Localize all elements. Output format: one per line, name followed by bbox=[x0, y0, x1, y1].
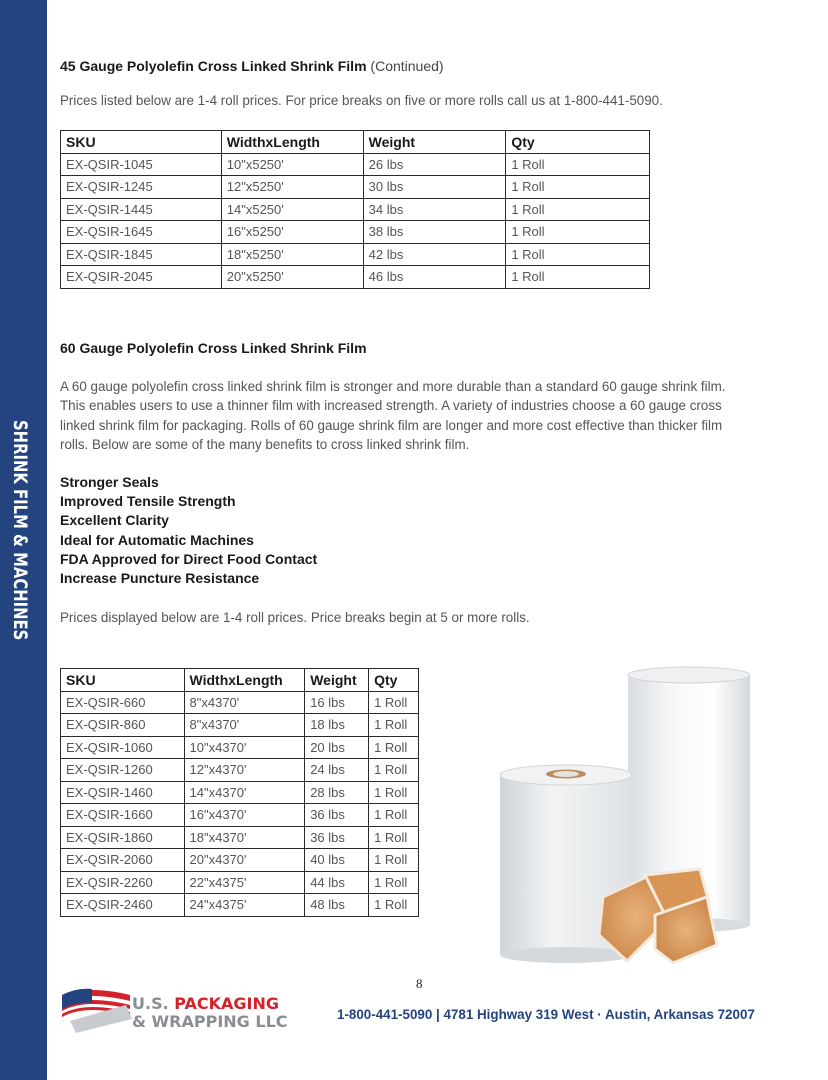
column-header: Qty bbox=[506, 131, 650, 154]
table-cell: EX-QSIR-2260 bbox=[61, 871, 185, 894]
column-header: SKU bbox=[61, 669, 185, 692]
table-cell: 1 Roll bbox=[506, 176, 650, 199]
table-cell: 36 lbs bbox=[305, 826, 369, 849]
table-row bbox=[61, 849, 419, 872]
table-cell: EX-QSIR-1260 bbox=[61, 759, 185, 782]
table-60-gauge bbox=[60, 668, 419, 917]
table-cell: EX-QSIR-1845 bbox=[61, 243, 222, 266]
table-cell: 12"x5250' bbox=[221, 176, 363, 199]
table-cell: EX-QSIR-1045 bbox=[61, 153, 222, 176]
benefits-list bbox=[60, 473, 317, 588]
table-cell: 1 Roll bbox=[506, 266, 650, 289]
column-header: WidthxLength bbox=[184, 669, 305, 692]
table-cell: 42 lbs bbox=[363, 243, 506, 266]
benefit-item: Excellent Clarity bbox=[60, 512, 169, 529]
benefit-item: Ideal for Automatic Machines bbox=[60, 531, 254, 548]
table-cell: 1 Roll bbox=[506, 153, 650, 176]
table-cell: EX-QSIR-1460 bbox=[61, 781, 185, 804]
table-cell: EX-QSIR-1660 bbox=[61, 804, 185, 827]
table-cell: 14"x5250' bbox=[221, 198, 363, 221]
table-cell: 16 lbs bbox=[305, 691, 369, 714]
table-cell: 1 Roll bbox=[506, 198, 650, 221]
table-header-row bbox=[61, 669, 419, 692]
benefit-item: FDA Approved for Direct Food Contact bbox=[60, 550, 318, 567]
column-header: WidthxLength bbox=[221, 131, 363, 154]
table-cell: EX-QSIR-660 bbox=[61, 691, 185, 714]
table-cell: 16"x4370' bbox=[184, 804, 305, 827]
table-cell: EX-QSIR-2060 bbox=[61, 849, 185, 872]
table-cell: 18 lbs bbox=[305, 714, 369, 737]
shrink-film-rolls-image bbox=[495, 665, 770, 980]
benefit-item: Increase Puncture Resistance bbox=[60, 570, 260, 587]
table-cell: 1 Roll bbox=[369, 871, 419, 894]
table-row bbox=[61, 691, 419, 714]
table-cell: 1 Roll bbox=[369, 849, 419, 872]
table-cell: 1 Roll bbox=[369, 714, 419, 737]
section2-price-note: Prices displayed below are 1-4 roll prices. Price breaks begin at 5 or more rolls. bbox=[60, 610, 530, 625]
table-cell: 1 Roll bbox=[369, 736, 419, 759]
table-cell: 1 Roll bbox=[369, 804, 419, 827]
column-header: Weight bbox=[363, 131, 506, 154]
table-row bbox=[61, 153, 650, 176]
table-cell: EX-QSIR-2460 bbox=[61, 894, 185, 917]
table-cell: 28 lbs bbox=[305, 781, 369, 804]
table-cell: 18"x5250' bbox=[221, 243, 363, 266]
table-cell: 10"x4370' bbox=[184, 736, 305, 759]
table-row bbox=[61, 759, 419, 782]
table-cell: 14"x4370' bbox=[184, 781, 305, 804]
table-cell: 48 lbs bbox=[305, 894, 369, 917]
table-row bbox=[61, 871, 419, 894]
table-row bbox=[61, 266, 650, 289]
page-number: 8 bbox=[416, 976, 423, 991]
table-cell: 34 lbs bbox=[363, 198, 506, 221]
table-cell: 1 Roll bbox=[506, 243, 650, 266]
column-header: Qty bbox=[369, 669, 419, 692]
table-row bbox=[61, 781, 419, 804]
benefit-item: Stronger Seals bbox=[60, 474, 159, 490]
table-row bbox=[61, 826, 419, 849]
table-cell: 46 lbs bbox=[363, 266, 506, 289]
table-row bbox=[61, 243, 650, 266]
table-cell: 1 Roll bbox=[369, 781, 419, 804]
table-row bbox=[61, 198, 650, 221]
table-cell: 1 Roll bbox=[369, 826, 419, 849]
column-header: SKU bbox=[61, 131, 222, 154]
table-header-row bbox=[61, 131, 650, 154]
table-row bbox=[61, 714, 419, 737]
table-cell: 18"x4370' bbox=[184, 826, 305, 849]
section1-title bbox=[60, 58, 444, 74]
table-cell: 30 lbs bbox=[363, 176, 506, 199]
logo-text-line2: & WRAPPING LLC bbox=[132, 1012, 288, 1031]
table-cell: 8"x4370' bbox=[184, 691, 305, 714]
table-cell: 8"x4370' bbox=[184, 714, 305, 737]
table-45-gauge bbox=[60, 130, 650, 289]
table-cell: 24 lbs bbox=[305, 759, 369, 782]
table-cell: 20"x5250' bbox=[221, 266, 363, 289]
paragraph-line: This enables users to use a thinner film with increased strength. A variety of industries choose a 60 gauge cross bbox=[60, 398, 722, 414]
section2-paragraph bbox=[60, 377, 725, 455]
table-cell: EX-QSIR-1645 bbox=[61, 221, 222, 244]
table-cell: EX-QSIR-1445 bbox=[61, 198, 222, 221]
table-row bbox=[61, 894, 419, 917]
table-cell: EX-QSIR-860 bbox=[61, 714, 185, 737]
logo-packaging: PACKAGING bbox=[174, 994, 280, 1013]
table-cell: 20 lbs bbox=[305, 736, 369, 759]
table-cell: 1 Roll bbox=[369, 759, 419, 782]
table-cell: 10"x5250' bbox=[221, 153, 363, 176]
table-cell: EX-QSIR-1060 bbox=[61, 736, 185, 759]
table-cell: EX-QSIR-1245 bbox=[61, 176, 222, 199]
logo-us: U.S. bbox=[132, 994, 169, 1013]
table-cell: 38 lbs bbox=[363, 221, 506, 244]
table-cell: 22"x4375' bbox=[184, 871, 305, 894]
table-cell: 24"x4375' bbox=[184, 894, 305, 917]
table-cell: 40 lbs bbox=[305, 849, 369, 872]
table-row bbox=[61, 176, 650, 199]
table-cell: 12"x4370' bbox=[184, 759, 305, 782]
sidebar-label: SHRINK FILM & MACHINES bbox=[9, 420, 31, 641]
table-row bbox=[61, 221, 650, 244]
table-cell: 1 Roll bbox=[506, 221, 650, 244]
table-cell: 1 Roll bbox=[369, 894, 419, 917]
section1-title-text: 45 Gauge Polyolefin Cross Linked Shrink Film bbox=[60, 58, 367, 74]
paragraph-line: rolls. Below are some of the many benefits to cross linked shrink film. bbox=[60, 437, 470, 453]
table-cell: 1 Roll bbox=[369, 691, 419, 714]
table-cell: EX-QSIR-1860 bbox=[61, 826, 185, 849]
column-header: Weight bbox=[305, 669, 369, 692]
table-cell: 16"x5250' bbox=[221, 221, 363, 244]
section1-title-suffix: (Continued) bbox=[370, 58, 444, 74]
benefit-item: Improved Tensile Strength bbox=[60, 493, 236, 510]
table-cell: EX-QSIR-2045 bbox=[61, 266, 222, 289]
table-cell: 20"x4370' bbox=[184, 849, 305, 872]
paragraph-line: A 60 gauge polyolefin cross linked shrink film is stronger and more durable than a standard 60 gauge shrink film. bbox=[60, 379, 726, 394]
section2-title: 60 Gauge Polyolefin Cross Linked Shrink Film bbox=[60, 340, 367, 356]
table-row bbox=[61, 804, 419, 827]
table-cell: 44 lbs bbox=[305, 871, 369, 894]
table-cell: 36 lbs bbox=[305, 804, 369, 827]
footer-contact: 1-800-441-5090 | 4781 Highway 319 West · Austin, Arkansas 72007 bbox=[337, 1007, 755, 1022]
table-row bbox=[61, 736, 419, 759]
section1-intro: Prices listed below are 1-4 roll prices. For price breaks on five or more rolls call us at 1-800-441-5090. bbox=[60, 93, 663, 108]
table-cell: 26 lbs bbox=[363, 153, 506, 176]
sidebar-band bbox=[0, 0, 47, 1080]
logo-text-line1 bbox=[132, 994, 279, 1013]
paragraph-line: linked shrink film for packaging. Rolls of 60 gauge shrink film are longer and more cost effective than thicker film bbox=[60, 417, 723, 433]
